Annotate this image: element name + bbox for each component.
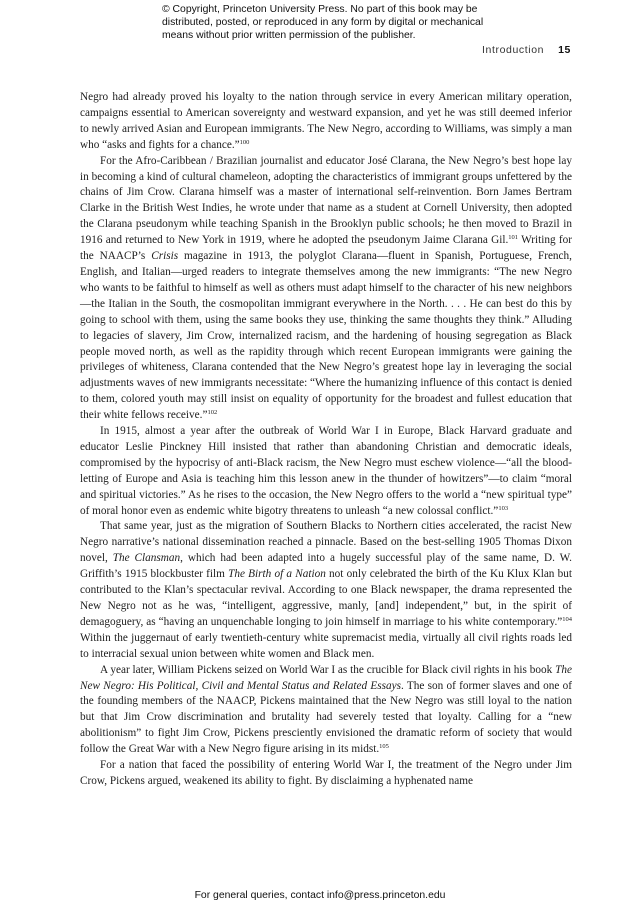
italic-title: The Clansman [112, 552, 181, 565]
text-run: . The son of former slaves and one of the founding members of the NAACP, Pickens maintained that the New Negro was still loyal to the nation but that Jim Crow discrimination and brutality had severely tested that loyalty. Calling for a “new abolitionism” to fight Jim Crow, Pickens presciently envisioned the dramatic reform of society that would follow the Great War with a New Negro figure arising in its midst. [80, 679, 572, 756]
running-head [482, 44, 571, 56]
text-run: Writing for the NAACP’s [80, 234, 572, 263]
text-run: , which had been adapted into a hugely successful play of the same name, D. W. Griffith’s 1915 blockbuster film [80, 552, 572, 581]
italic-title: Crisis [151, 250, 179, 263]
footnote-reference: 100 [239, 138, 250, 146]
page-number: 15 [558, 44, 571, 56]
text-run: Negro had already proved his loyalty to the nation through service in every American military operation, campaigns essential to American sovereignty and westward expansion, and yet he was still deemed inferior to newly arrived Asian and European immigrants. The New Negro, according to Williams, was simply a man who “asks and fights for a chance.” [80, 91, 572, 151]
text-run: For a nation that faced the possibility of entering World War I, the treatment of the Negro under Jim Crow, Pickens argued, weakened its ability to fight. By disclaiming a hyphenated name [80, 759, 572, 787]
footnote-reference: 103 [498, 504, 509, 512]
paragraph [80, 154, 572, 424]
paragraph [80, 90, 572, 154]
copyright-notice: © Copyright, Princeton University Press. No part of this book may be distributed, posted, or reproduced in any form by digital or mechanical means without prior written permission of the publisher. [162, 4, 484, 42]
text-run: magazine in 1913, the polyglot Clarana—fluent in Spanish, Portuguese, French, English, and Italian—urged readers to integrate themselves among the new immigrants: “The new Negro who wants to be faithful to himself as well as others must adapt himself to the character of his new neighbors—the Italian in the South, the cosmopolitan immigrant everywhere in the North. . . . He can best do this by going to school with them, using the same books they use, thinking the same thoughts they think.” Alluding to legacies of slavery, Jim Crow, internalized racism, and the hardening of housing segregation as Black people moved north, as well as the rapidity through which recent European immigrants were gaining the privileges of whiteness, Clarana contended that the New Negro’s greatest hope lay in leveraging the social adjustments waves of new immigrants necessitate: “Where the humanizing influence of this contact is denied to them, colored youth may still insist on equality of opportunity for the broadest and fullest education that their white fellows receive.” [80, 250, 572, 422]
footnote-reference: 101 [508, 234, 519, 242]
italic-title: The Birth of a Nation [228, 568, 326, 581]
text-run: Within the juggernaut of early twentieth-century white supremacist media, virtually all civil rights roads led to interracial sexual union between white women and Black men. [80, 631, 572, 660]
text-run: A year later, William Pickens seized on World War I as the crucible for Black civil rights in his book [100, 663, 556, 676]
paragraph [80, 424, 572, 519]
footnote-reference: 104 [562, 615, 572, 623]
text-run: That same year, just as the migration of Southern Blacks to Northern cities accelerated, the racist New Negro narrative’s national dissemination reached a pinnacle. Based on the best-selling 1905 Thomas Dixon novel, [80, 520, 572, 565]
paragraph [80, 663, 572, 758]
text-run: For the Afro-Caribbean / Brazilian journalist and educator José Clarana, the New Negro’s best hope lay in becoming a kind of cultural chameleon, adopting the characteristics of immigrant groups unfettered by the chains of Jim Crow. Clarana himself was a master of international self-reinvention. Born James Bertram Clarke in the British West Indies, he wrote under that name as a student at Cornell University, then adopted the Clarana pseudonym while teaching Spanish in the Brooklyn public schools; he then moved to Brazil in 1916 and returned to New York in 1919, where he adopted the pseudonym Jaime Clarana Gil. [80, 154, 572, 247]
footnote-reference: 105 [379, 743, 389, 751]
paragraph [80, 519, 572, 662]
text-run: In 1915, almost a year after the outbreak of World War I in Europe, Black Harvard graduate and educator Leslie Pinckney Hill insisted that rather than abandoning Christian and democratic ideals, compromised by the hypocrisy of anti-Black racism, the New Negro must eschew violence—“all the blood-letting of Europe and Asia is teaching him this lesson anew in the thunder of howitzers”—to claim “moral and spiritual victories.” As he rises to the occasion, the New Negro offers to the world a “new spiritual type” of moral honor even as endemic white bigotry threatens to unleash “a new colossal conflict.” [80, 425, 572, 517]
body-text [80, 90, 572, 790]
footnote-reference: 102 [207, 409, 218, 417]
italic-title: The New Negro: His Political, Civil and Mental Status and Related Essays [80, 663, 572, 692]
paragraph [80, 758, 572, 790]
footer-contact: For general queries, contact info@press.princeton.edu [194, 890, 446, 901]
section-title: Introduction [482, 44, 545, 56]
text-run: not only celebrated the birth of the Ku Klux Klan but contributed to the Klan’s spectacular revival. According to one Black newspaper, the drama represented the New Negro not as he was, “intelligent, aggressive, manly, [and] independent,” but, in the spirit of demagoguery, as “having an unquenchable longing to join himself in marriage to his white contemporary.” [80, 568, 572, 628]
